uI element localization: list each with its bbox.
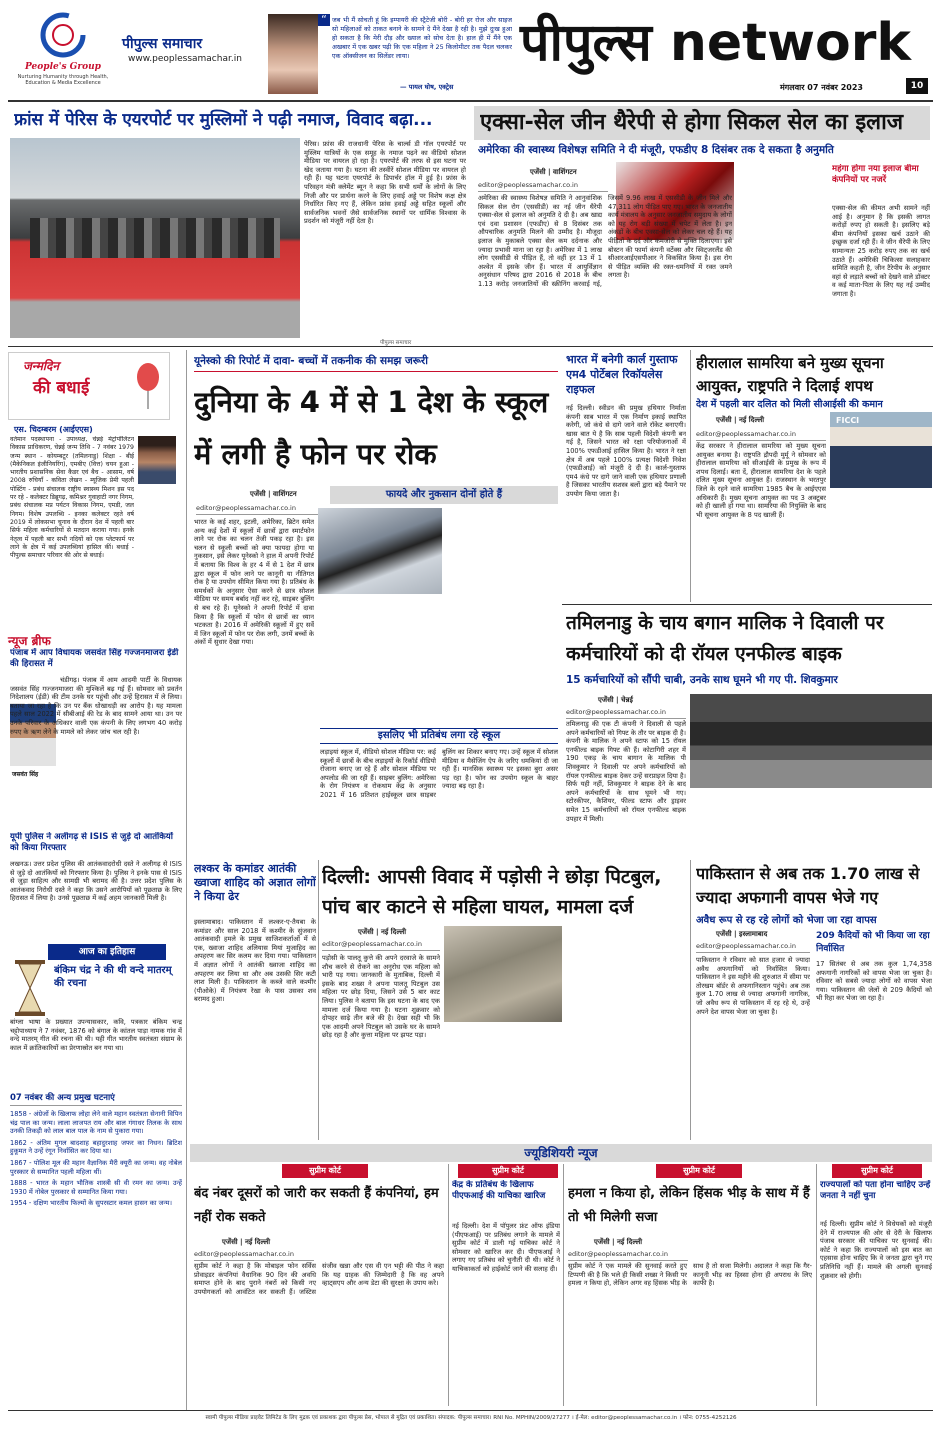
s3-kicker: यूनेस्को की रिपोर्ट में दावा- बच्चों में तकनीक की समझ जरूरी [194, 355, 428, 367]
col-rule-3 [318, 860, 319, 1140]
s8-cctv-photo [444, 926, 562, 1022]
s5-body: केंद्र सरकार ने हीरालाल सामरिया को मुख्य सूचना आयुक्त बनाया है। राष्ट्रपति द्रौपदी मुर्मू ने सोमवार को हीरालाल सामरिया को सीआईसी के प्रमुख के रूप में शपथ दिलाई। बता दें, हीरालाल सामरिया देश के पहले दलित मुख्य सूचना आयुक्त हैं। राजस्थान के भरतपुर जिले के रहने वाले सामरिया 1985 बैच के आईएएस अधिकारी हैं। मुख्य सूचना आयुक्त का पद 3 अक्टूबर को ही खाली हो गया था। सामरिया की नियुक्ति के बाद भी सूचना आयुक्त के 8 पद खाली हैं। [696, 442, 826, 519]
s2-side-title: महंगा होगा नया इलाज बीमा कंपनियों पर नजरें [832, 164, 919, 185]
s2-body: अमेरिका की स्वास्थ्य विशेषज्ञ समिति ने आनुवांशिक सिकल सेल रोग (एससीडी) का नई जीन थैरेपी एक्सा-सेल से इलाज को अनुमति दे दी है। अब खाद्य एवं दवा प्रशासन (एफडीए) से 8 दिसंबर तक औपचारिक अनुमति मिलने की उम्मीद है। मौजूदा इलाज के मुकाबले एक्सा सेल कम दर्दनाक और ज्यादा प्रभावी माना जा रहा है। अमेरिका में 1 लाख लोग एससीडी से पीड़ित हैं, तो वहीं हर 13 में 1 अश्वेत में इसके जीन हैं। भारत में आयुर्विज्ञान अनुसंधान परिषद द्वारा 2016 से 2018 के बीच 1.13 करोड़ जनजातियों की स्क्रीनिंग करवाई गई, जिसमें 9.96 लाख में एससीडी के जीन मिले और 47,311 लोग पीड़ित पाए गए। भारत के जनजातीय कार्य मंत्रालय के अनुसार जनजातीय समुदाय के लोगों को यह रोग बड़ी संख्या में चपेट में लेता है। इन अंकड़ों के बीच एक्सा-सेल को लेकर चल रहे हैं। यह पीड़ितों के दर्द और कमजोरी से मुक्ति दिलाएगा। इसे बोस्टन की फार्मा कंपनी वर्टेक्स और स्विट्जरलैंड की सीआरआईएसपीआर ने विकसित किया है। इस रोग से पीड़ित व्यक्ति की रक्त-धमनियों में रक्त जमने लगता है। [478, 194, 732, 288]
brief2-body: लखनऊ। उत्तर प्रदेश पुलिस की आतंकवादरोधी दस्ते ने अलीगढ़ से ISIS से जुड़े दो आतंकियों को गिरफ्तार किया है। पुलिस ने इनके पास से ISIS से जुड़ा साहित्य और सामग्री भी बरामद की है। उत्तर प्रदेश पुलिस के आतंकवाद निरोधी दस्ते ने कहा कि उसने आरोपियों को पूछताछ के लिए हिरासत में लिया है। उनसे पूछताछ में कई अहम जानकारी मिली है। [10, 860, 182, 903]
footer-imprint: स्वामी पीपुल्स मीडिया प्राइवेट लिमिटेड के लिए मुद्रक एवं प्रकाशक द्वारा पीपुल्स प्रेस, भोपाल से मुद्रित एवं प्रकाशित। संपादक: पीपुल्स समाचार। RNI No. MPHIN/2009/27277 । ई-मेल: editor@peoplessamachar.co.in । फोन: 0755-4252126 [205, 1415, 737, 1421]
s5-agency: एजेंसी | नई दिल्ली [716, 416, 765, 424]
jud-rule-2 [563, 1164, 564, 1406]
s6-agency: एजेंसी | चेन्नई [598, 696, 633, 704]
s1-body: पेरिस। फ्रांस की राजधानी पेरिस के चार्ल्स डी गॉल एयरपोर्ट पर मुस्लिम यात्रियों के एक समूह के नमाज पढ़ने का वीडियो सोशल मीडिया पर वायरल हो रहा है। एयरपोर्ट की तरफ से इस घटना पर खेद जताया गया है। घटना की तस्वीरें सोशल मीडिया पर वायरल हो रही हैं। यह घटना एयरपोर्ट के डिपार्चर हॉल में हुई है। फ्रांस के परिवहन मंत्री क्लेमेंट ब्यून ने कहा कि सभी धर्मों के लोगों के लिए निजी और पर प्रार्थना करने के लिए हवाई अड्डे पर विशेष कक्ष क्षेत्र निर्धारित किए गए हैं, लेकिन फ्रांस हवाई अड्डे सहित स्कूलों और सार्वजनिक भवनों जैसे सार्वजनिक स्थानों पर धार्मिक विश्वास के प्रदर्शन को मंजूरी नहीं देता है। [304, 140, 466, 226]
j1-email[interactable]: editor@peoplessamachar.co.in [194, 1250, 314, 1261]
peoples-group-logo-icon [33, 10, 93, 60]
col-rule-2 [690, 350, 691, 602]
birthday-photo [138, 436, 176, 484]
s1-photo [10, 138, 300, 338]
event-item: 1888 - भारत के महान भौतिक शास्त्री सी वी रमन का जन्म। उन्हें 1930 में नोबेल पुरस्कार से सम्मानित किया गया। [10, 1179, 182, 1196]
s2-side-body: एक्सा-सेल की कीमत अभी सामने नहीं आई है। अनुमान है कि इसकी लागत करोड़ों रुपए हो सकती है। इसलिए बड़े बीमा कंपनियों इसका खर्च उठाने की इच्छुक दर्जा रही हैं। वे जीन थैरेपी के लिए सामान्यतः 25 करोड़ रुपए तक का खर्च उठाते हैं। अमेरिकी चिकित्सा सलाहकार समिति कहती है, जीन टैरेपीय के अनुसार वहां से लड़ाते बच्चों को देखने वाले डॉक्टर व कई माता-पिता के लिए यह नई उम्मीद जगाता है। [832, 204, 930, 298]
row-rule-s6 [562, 604, 932, 605]
s6-title: तमिलनाडु के चाय बगान मालिक ने दिवाली पर कर्मचारियों को दी रॉयल एनफील्ड बाइक [566, 612, 884, 665]
s7-title: लश्कर के कमांडर आतंकी ख्वाजा शाहिद को अज्ञात लोगों ने किया ढेर [194, 862, 316, 903]
s1-credit: पीपुल्स समाचार [380, 340, 412, 346]
s8-agency: एजेंसी | नई दिल्ली [358, 928, 407, 936]
quote-author: — पायल घोष, एक्ट्रेस [400, 83, 454, 91]
j3-email[interactable]: editor@peoplessamachar.co.in [568, 1250, 688, 1261]
quote-text: जब भी मैं सोचती हूं कि इम्पायरी की स्ट्रैटेजी बोरी - बोरी हर रोज और साइज सो महिलाओं को ताकत बनाने के सामने दे मैंने देखा है रही है। मुझे दुःख हुआ हो सकता है कि मेरी दौड़ और ख्याल को सोच देता है। हाल ही में मैंने एक अखबार में एक खबर पढ़ी कि एक महिला ने 25 किलोमीटर तक पैदल चलकर एक ऑक्सीजन का सिलेंडर लाया। [332, 16, 512, 60]
j1-agency: एजेंसी | नई दिल्ली [222, 1238, 271, 1246]
j3-body: सुप्रीम कोर्ट ने एक मामले की सुनवाई करते हुए टिप्पणी की है कि भले ही किसी शख्स ने किसी पर हमला न किया हो, लेकिन अगर वह हिंसक भीड़ के साथ है तो सजा मिलेगी। अदालत ने कहा कि गैर-कानूनी भीड़ का हिस्सा होना ही अपराध के लिए काफी है। [568, 1262, 812, 1288]
jud-rule-3 [816, 1164, 817, 1406]
j2-body: नई दिल्ली। देश में पॉपुलर फ्रंट ऑफ इंडिया (पीएफआई) पर प्रतिबंध लगाने के मामले में सुप्रीम कोर्ट में डाली गई याचिका कोर्ट ने सोमवार को खारिज कर दी। पीएफआई ने लगाए गए प्रतिबंध को चुनौती दी थी। कोर्ट ने याचिकाकर्ता को हाईकोर्ट जाने की सलाह दी। [452, 1222, 560, 1273]
news-brief-label: न्यूज ब्रीफ [8, 634, 51, 648]
event-item: 1867 - पोलिश मूल की महान वैज्ञानिक मैरी क्यूरी का जन्म। वह नोबेल पुरस्कार से सम्मानित पहली महिला थीं। [10, 1158, 182, 1176]
s9-body: पाकिस्तान ने रविवार को सात हजार से ज्यादा अवैध अफगानियों को निर्वासित किया। पाकिस्तान ने इस महीने की शुरुआत में सीमा पर तोरखम बॉर्डर से अफगानिस्तान पहुंचे। अब तक कुल 1.70 लाख से ज्यादा अफगानी नागरिक, जो अवैध रूप से पाकिस्तान में रह रहे थे, उन्हें अपने देश वापस भेजा जा चुका है। [696, 956, 810, 1016]
s8-email[interactable]: editor@peoplessamachar.co.in [322, 940, 440, 951]
news-brief-header [8, 630, 178, 646]
s3-phone-photo [318, 508, 442, 594]
j3-title: हमला न किया हो, लेकिन हिंसक भीड़ के साथ में हैं तो भी मिलेगी सजा [568, 1186, 810, 1225]
s5-body-cont [830, 492, 932, 592]
s3-band: फायदे और नुकसान दोनों होते हैं [330, 486, 558, 504]
tag-supreme-court: सुप्रीम कोर्ट [832, 1164, 922, 1178]
birthday-title-2: की बधाई [33, 378, 90, 398]
s9-title: पाकिस्तान से अब तक 1.70 लाख से ज्यादा अफगानी वापस भेजे गए [696, 864, 920, 907]
j1-body: सुप्रीम कोर्ट ने कहा है कि मोबाइल फोन सर्विस प्रोवाइडर कंपनियां वैधानिक 90 दिन की अवधि समाप्त होने के बाद पुराने नंबरों को किसी नए उपयोगकर्ता को आवंटित कर सकती हैं। जस्टिस संजीव खन्ना और एस वी एन भट्टी की पीठ ने कहा कि यह ग्राहक की जिम्मेदारी है कि वह अपने व्हाट्सएप और अन्य डेटा की सुरक्षा के उपाय करे। [194, 1262, 444, 1296]
history-title: बंकिम चंद्र ने की थी वन्दे मातरम् की रचना [54, 965, 172, 989]
s8-body: पड़ोसी के पालतू कुत्ते की अपने दरवाजे के सामने शौच करने से रोकने का अनुरोध एक महिला को भारी पड़ गया। जानकारी के मुताबिक, दिल्ली में इसके बाद शख्स ने अपना पालतू पिटबुल उस महिला पर छोड़ दिया, जिसने उसे 5 बार काट लिया। पुलिस ने बताया कि इस घटना के बाद एक मामला दर्ज किया गया है। घटना शुक्रवार को दोपहर साढ़े तीन बजे की है। देखा सही भी कि एक आदमी अपने पिटबुल को उसके घर के सामने छोड़ रहा है और कुत्ता महिला पर झपट पड़ा। [322, 954, 440, 1040]
s9-side-body: 17 सितंबर से अब तक कुल 1,74,358 अफगानी नागरिकों को वापस भेजा जा चुका है। रविवार को सबसे ज्यादा लोगों को वापस भेजा गया। पाकिस्तान की जेलों से 209 कैदियों को भी रिहा कर भेजा जा रहा है। [816, 960, 932, 1003]
balloon-icon [133, 361, 163, 411]
s2-agency: एजेंसी | वाशिंगटन [530, 168, 577, 176]
brand-title: पीपुल्स network [520, 13, 912, 73]
s9-subtitle: अवैध रूप से रह रहे लोगों को भेजा जा रहा वापस [696, 915, 877, 926]
s9-email[interactable]: editor@peoplessamachar.co.in [696, 942, 810, 953]
s3-body2: लड़ाइयां स्कूल में, वीडियो सोशल मीडिया पर: कई स्कूलों में छात्रों के बीच लड़ाइयों के रिकॉर्ड वीडियो रोजाना बनाए जा रहे हैं और सोशल मीडिया पर अपलोड की जा रही हैं। साइबर बुलिंग: अमेरिका के रोग नियंत्रण व रोकथाम केंद्र के अनुसार 2021 में 16 प्रतिशत हाईस्कूल छात्र साइबर बुलिंग का शिकार बनाए गए। उन्हें स्कूल में सोशल मीडिया व मैसेजिंग ऐप के जरिए धमकियां दी जा रही हैं। मानसिक स्वास्थ्य पर इसका बुरा असर पड़ रहा है। फोन का उपयोग स्कूल के बाहर ज्यादा बढ़ रहा है। [320, 748, 558, 799]
s3-title: दुनिया के 4 में से 1 देश के स्कूल में लगी है फोन पर रोक [194, 385, 549, 471]
s3-email[interactable]: editor@peoplessamachar.co.in [196, 504, 326, 515]
event-item: 1862 - अंतिम मुगल बादशाह बहादुरशाह जफर का निधन। ब्रिटिश हुकूमत ने उन्हें रंगून निर्वासित कर दिया था। [10, 1138, 182, 1156]
jud-rule-1 [448, 1164, 449, 1406]
s9-agency: एजेंसी | इस्लामाबाद [716, 930, 768, 938]
event-item: 1954 - दक्षिण भारतीय फिल्मों के सुपरस्टार कमल हासन का जन्म। [10, 1199, 172, 1208]
s1-title: फ्रांस में पेरिस के एयरपोर्ट पर मुस्लिमों ने पढ़ी नमाज, विवाद बढ़ा... [14, 110, 433, 130]
events-list [10, 1110, 182, 1402]
s2-title: एक्सा-सेल जीन थैरेपी से होगा सिकल सेल का इलाज [480, 110, 904, 135]
issue-date: मंगलवार 07 नवंबर 2023 [780, 83, 863, 92]
s2-subtitle: अमेरिका की स्वास्थ्य विशेषज्ञ समिति ने दी मंजूरी, एफडीए 8 दिसंबर तक दे सकता है अनुमति [478, 144, 834, 156]
tag-supreme-court: सुप्रीम कोर्ट [458, 1164, 558, 1178]
j3-agency: एजेंसी | नई दिल्ली [594, 1238, 643, 1246]
page-number: 10 [906, 78, 928, 94]
s4-body: नई दिल्ली। स्वीडन की प्रमुख हथियार निर्माता कंपनी साब भारत में एक निर्माण इकाई स्थापित करेगी, जो कंधे से दागे जाने वाले रॉकेट बनाएगी। खास बात ये है कि साब पहली विदेशी कंपनी बन गई है, जिसने भारत को रक्षा परियोजनाओं में 100% एफडीआई हासिल किया है। भारत ने रक्षा क्षेत्र में अब पहले 100% प्रत्यक्ष विदेशी निवेश (एफडीआई) को मंजूरी दे दी है। कार्ल-गुस्ताफ एम4 कंधे पर दागे जाने वाली एक हथियार प्रणाली है जिसका भारतीय सशस्त्र बलों द्वारा बड़े पैमाने पर उपयोग किया जाता है। [566, 404, 686, 498]
brief2-title: यूपी पुलिस ने अलीगढ़ से ISIS से जुड़े दो आतंकियों को किया गिरफ्तार [10, 832, 173, 853]
row-rule-1 [8, 346, 933, 347]
s3-band2: इसलिए भी प्रतिबंध लगा रहे स्कूल [320, 728, 558, 744]
s3-kicker-rule [194, 371, 558, 372]
s8-body-cont2 [566, 926, 686, 1140]
s8-body-cont [444, 1026, 562, 1140]
birthday-name: एस. चिदम्बरम (आईएएस) [14, 425, 93, 434]
brief1-caption: जसवंत सिंह [12, 771, 39, 778]
s6-bikes-photo [690, 694, 932, 788]
s3-body-cont [320, 598, 440, 724]
masthead-rule [8, 100, 933, 102]
s6-body-cont [690, 792, 932, 854]
tag-supreme-court: सुप्रीम कोर्ट [656, 1164, 742, 1178]
s6-body: तमिलनाडु की एक टी कंपनी ने दिवाली से पहले अपने कर्मचारियों को गिफ्ट के तौर पर बाइक दी है। कंपनी के मालिक ने अपने स्टाफ को 15 रॉयल एनफील्ड बाइक गिफ्ट की हैं। कोटागिरी शहर में 190 एकड़ के चाय बागान के मालिक पी शिवकुमार ने दिवाली पर अपने कर्मचारियों को रॉयल एनफील्ड बाइक देकर उन्हें सरप्राइज दिया है। सिर्फ यही नहीं, शिवकुमार ने बाइक देने के बाद अपने कर्मचारियों के साथ घूमने भी गए। स्टोरकीपर, कैशियर, फील्ड स्टाफ और ड्राइवर समेत 15 कर्मचारियों को रॉयल एनफील्ड बाइक उपहार में मिली। [566, 720, 686, 823]
brief1-body: चंडीगढ़। पंजाब में आम आदमी पार्टी के विधायक जसवंत सिंह गज्जनमाजरा की मुश्किलें बढ़ गई हैं। सोमवार को प्रवर्तन निदेशालय (ईडी) की टीम उनके घर पहुंची और उन्हें हिरासत में ले लिया। बताया जा रहा है कि उन पर बैंक धोखाधड़ी का आरोप है। यह मामला पहले साल 2022 में सीबीआई की रेड के बाद सामने आया था। उन पर उनके परिवार के अधिकार वाली एक कंपनी के लिए लगभग 40 करोड़ रुपए के ऋण लेने के मामले को लेकर जांच चल रही है। [10, 676, 182, 736]
s6-email[interactable]: editor@peoplessamachar.co.in [566, 708, 686, 719]
quote-mark-icon: “ [318, 14, 330, 26]
s2-body-cont [740, 162, 826, 342]
s5-photo-label: FICCI [836, 416, 860, 425]
s7-body: इस्लामाबाद। पाकिस्तान में लश्कर-ए-तैयबा के कमांडर और साल 2018 में कश्मीर के सुंजवान आतंकवादी हमले के प्रमुख साजिशकर्ताओं में से एक, ख्वाजा शाहिद अलियास मियां मुजाहिद का अपहरण कर सिर कलम कर दिया गया। पाकिस्तान में अज्ञात लोगों ने आतंकी ख्वाजा शाहिद का अपहरण कर लिया था और अब उसकी सिर कटी लाश मिली है। पाकिस्तान के कब्जे वाले कश्मीर (पीओके) में नियंत्रण रेखा के पास उसका शव बरामद हुआ। [194, 918, 316, 1004]
s3-body: भारत के कई शहर, इटली, अमेरिका, ब्रिटेन समेत अन्य कई देशों में स्कूलों में छात्रों द्वारा स्मार्टफोन लाने पर रोक का चलन तेजी पकड़ रहा है। इस चलन से स्कूली बच्चों को क्या फायदा होगा या नुकसान, इसे लेकर यूनेस्को ने हाल में अपनी रिपोर्ट में बताया कि विश्व के हर 4 में से 1 देश में छात्र द्वारा स्कूल में फोन लाने पर कानूनी या नीतिगत रोक है या उपयोग सीमित किया गया है। प्रतिबंध के समर्थकों के अनुसार ऐसा करने से छात्र सोशल मीडिया पर समय बर्बाद नहीं कर रहे, साइबर बुलिंग से बच रहे हैं। यूनेस्को ने अपनी रिपोर्ट में दावा किया है कि स्कूलों में फोन से छात्रों का ध्यान भटकता है। 2016 में अमेरिकी स्कूलों में हुए सर्वे में जिन स्कूलों में फोन पर रोक लगी, उनमें बच्चों के अंकों में सुधार देखा गया। [194, 518, 314, 647]
group-tagline: Nurturing Humanity through Health, Education & Media Excellence [17, 74, 109, 86]
s8-title: दिल्ली: आपसी विवाद में पड़ोसी ने छोड़ा पिटबुल, पांच बार काटने से महिला घायल, मामला दर्ज [322, 866, 662, 918]
j1-title: बंद नंबर दूसरों को जारी कर सकती हैं कंपनियां, हम नहीं रोक सकते [194, 1186, 439, 1225]
group-name: People's Group [25, 62, 101, 72]
j4-title: राज्यपालों को पता होना चाहिए उन्हें जनता ने नहीं चुना [820, 1180, 931, 1201]
footer-rule [8, 1410, 933, 1411]
website[interactable]: www.peoplessamachar.in [128, 54, 242, 64]
s3-agency: एजेंसी | वाशिंगटन [250, 490, 297, 498]
s5-photo [830, 412, 932, 488]
actress-photo [268, 14, 318, 94]
j4-body: नई दिल्ली। सुप्रीम कोर्ट ने विधेयकों को मंजूरी देने में राज्यपाल की ओर से देरी के खिलाफ पंजाब सरकार की याचिका पर सुनवाई की। कोर्ट ने कहा कि राज्यपालों को इस बात का एहसास होना चाहिए कि वे जनता द्वारा चुने गए प्रतिनिधि नहीं हैं। मामले की अगली सुनवाई शुक्रवार को होगी। [820, 1220, 932, 1280]
history-body: बांग्ला भाषा के प्रख्यात उपन्यासकार, कवि, पत्रकार बंकिम चन्द्र चट्टोपाध्याय ने 7 नवंबर, 1876 को बंगाल के कांतल पाड़ा नामक गांव में वन्दे मातरम् गीत की रचना की थी। यही गीत भारतीय स्वतंत्रता संग्राम के काल में क्रांतिकारियों का प्रेरणास्रोत बन गया था। [10, 1018, 182, 1052]
birthday-title-1: जन्मदिन [23, 359, 60, 373]
birthday-body: वर्तमान पदस्थापना - उपाध्यक्ष, चेन्नई मेट्रोपॉलिटन विकास प्राधिकरण, चेन्नई जन्म तिथि - 7 नवंबर 1979 जन्म स्थान - कोयम्बटूर (तमिलनाडु) शिक्षा - बीई (मैकेनिकल इंजीनियरिंग), एमबीए (वित्त) चयन हुआ - भारतीय प्रशासनिक सेवा कैडर एवं बैच - आसाम, वर्ष 2008 रुचियाँ - कविता लेखन - म्यूजिक प्रेमी पहली पोस्टिंग - प्रबंध संचालक राष्ट्रीय स्वास्थ्य मिशन इस पद पर रहे - कलेक्टर डिब्रूगढ़, कमिश्नर गुवाहाटी नगर निगम, प्रबंध संचालक मप्र पर्यटन विकास निगम, एमडी, जल निगम। विशेष उपलब्धि - इनका कलेक्टर रहते वर्ष 2019 में लोकसभा चुनाव के दौरान देश में पहली बार सिर्फ महिला कर्मचारियों से मतदान कराया गया। इनके नेतृत्व में पहली बार सभी नदियों को एक प्लेटफार्म पर लाने के क्षेत्र में कई उपलब्धियां हासिल कीं। बधाई - पीपुल्स समाचार परिवार की ओर से बधाई। [10, 436, 134, 560]
s5-email[interactable]: editor@peoplessamachar.co.in [696, 430, 826, 441]
left-col-rule [186, 350, 187, 1410]
event-item: 1858 - अंग्रेजों के खिलाफ लोहा लेने वाले महान स्वतंत्रता सेनानी विपिन चंद्र पाल का जन्म। लाला लाजपत राय और बाल गंगाधर तिलक के साथ उनकी तिकड़ी को लाल बाल पाल के नाम से पुकारा गया। [10, 1110, 182, 1136]
hourglass-icon [10, 958, 50, 1018]
birthday-header [8, 352, 170, 420]
s3-body-cont2 [446, 518, 558, 724]
events-title: 07 नवंबर की अन्य प्रमुख घटनाएं [10, 1092, 182, 1106]
col-rule-4 [690, 860, 691, 1140]
brief1-title: पंजाब में आप विधायक जसवंत सिंह गज्जनमाजरा ईडी की हिरासत में [10, 648, 179, 669]
s5-title: हीरालाल सामरिया बने मुख्य सूचना आयुक्त, राष्ट्रपति ने दिलाई शपथ [696, 354, 884, 395]
s2-email[interactable]: editor@peoplessamachar.co.in [478, 181, 608, 192]
s4-title: भारत में बनेगी कार्ल गुस्ताफ एम4 पोर्टेबल रिकॉयलेस राइफल [566, 353, 678, 396]
s6-subtitle: 15 कर्मचारियों को सौंपी चाबी, उनके साथ घूमने भी गए पी. शिवकुमार [566, 674, 838, 686]
j2-title: केंद्र के प्रतिबंध के खिलाफ पीएफआई की याचिका खारिज [452, 1180, 546, 1201]
tag-supreme-court: सुप्रीम कोर्ट [282, 1164, 368, 1178]
s9-side-title: 209 कैदियों को भी किया जा रहा निर्वासित [816, 931, 930, 954]
judiciary-label: ज्यूडिशियरी न्यूज [524, 1146, 598, 1160]
history-label: आज का इतिहास [48, 944, 166, 960]
s5-subtitle: देश में पहली बार दलित को मिली सीआईसी की कमान [696, 399, 883, 410]
group-logo [8, 4, 118, 102]
small-paper-name: पीपुल्स समाचार [122, 36, 203, 52]
